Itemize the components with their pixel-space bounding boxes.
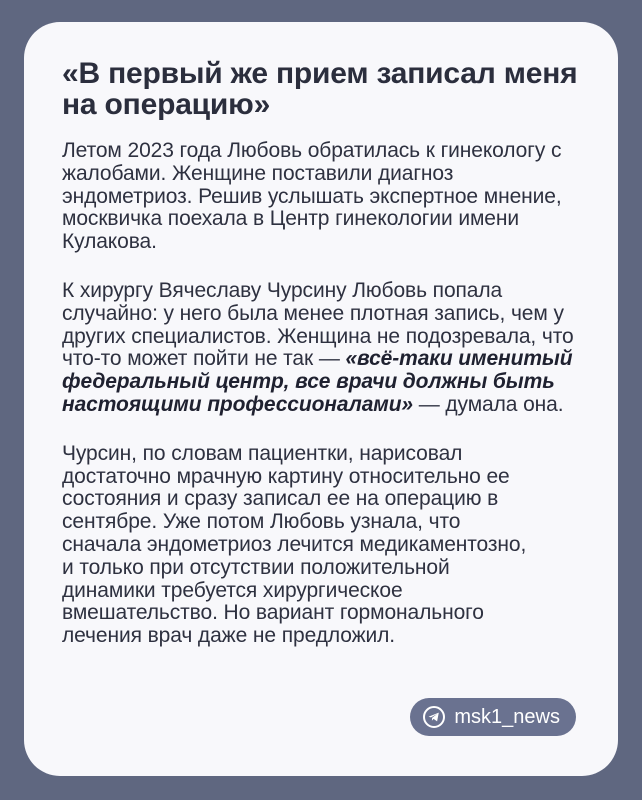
paragraph-2-quote: «всё-таки именитый федеральный центр, все врачи должны быть настоящими профессионалами» xyxy=(62,347,573,416)
channel-badge[interactable] xyxy=(410,698,576,736)
paragraph-1: Летом 2023 года Любовь обратилась к гинекологу с жалобами. Женщине поставили диагноз эндометриоз. Решив услышать экспертное мнение, москвичка поехала в Центр гинекологии имени Кулакова. xyxy=(62,139,562,254)
paragraph-3: Чурсин, по словам пациентки, нарисовал достаточно мрачную картину относительно ее состояния и сразу записал ее на операцию в сентябре. Уже потом Любовь узнала, что сначала эндометриоз лечится медикаментозно, и только при отсутствии положительной динамики требуется хирургическое вмешательство. Но вариант гормонального лечения врач даже не предложил. xyxy=(62,441,527,648)
paragraph-2 xyxy=(62,280,580,417)
post-card xyxy=(24,22,618,776)
channel-name: msk1_news xyxy=(454,705,560,728)
telegram-icon xyxy=(422,705,446,729)
paragraph-2-tail: — думала она. xyxy=(413,392,564,416)
paragraph-2-text: К хирургу Вячеславу Чурсину Любовь попала случайно: у него была менее плотная запись, чем у других специалистов. Женщина не подозревала, что что-то может пойти не так — xyxy=(62,278,574,371)
post-title: «В первый же прием записал меня на операцию» xyxy=(62,57,578,121)
